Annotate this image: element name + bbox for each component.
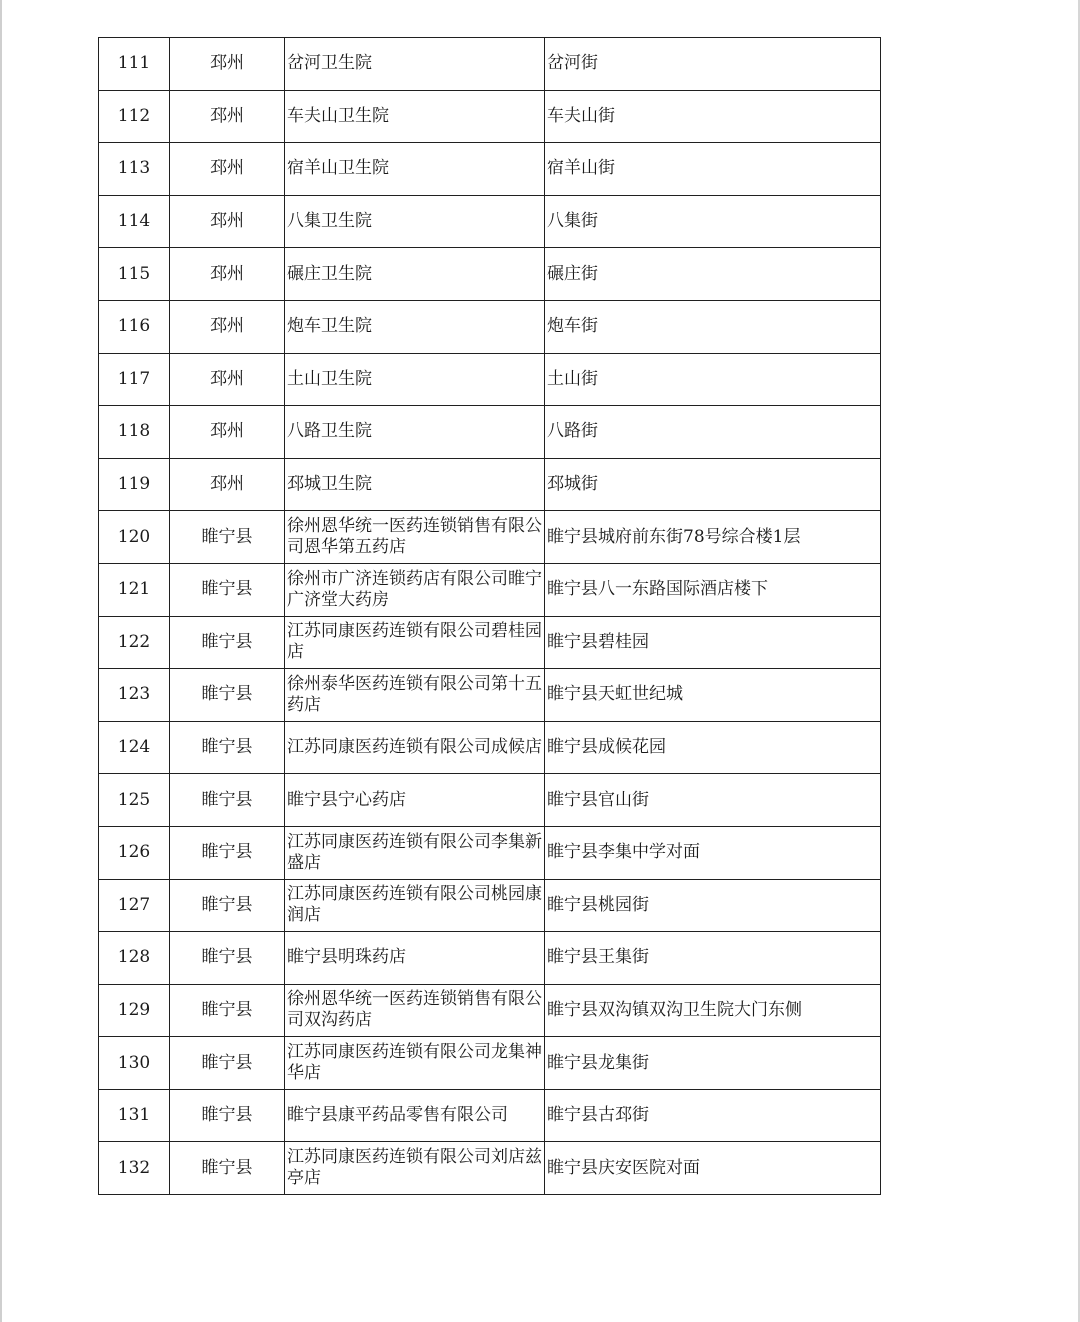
- row-address: 邳城街: [545, 458, 881, 511]
- row-number: 119: [99, 458, 170, 511]
- row-name: 徐州恩华统一医药连锁销售有限公司双沟药店: [285, 984, 545, 1037]
- row-name: 徐州泰华医药连锁有限公司第十五药店: [285, 669, 545, 722]
- row-address: 岔河街: [545, 38, 881, 91]
- row-area: 睢宁县: [170, 932, 285, 985]
- table-row: [99, 90, 881, 143]
- row-number: 115: [99, 248, 170, 301]
- row-number: 123: [99, 669, 170, 722]
- row-address: 碾庄街: [545, 248, 881, 301]
- table-row: [99, 563, 881, 616]
- row-number: 130: [99, 1037, 170, 1090]
- row-number: 114: [99, 195, 170, 248]
- row-name: 炮车卫生院: [285, 300, 545, 353]
- row-address: 睢宁县双沟镇双沟卫生院大门东侧: [545, 984, 881, 1037]
- table-row: [99, 932, 881, 985]
- row-name: 江苏同康医药连锁有限公司李集新盛店: [285, 826, 545, 879]
- row-number: 117: [99, 353, 170, 406]
- table-row: [99, 353, 881, 406]
- page-edge: [0, 0, 2, 1322]
- row-number: 125: [99, 774, 170, 827]
- row-area: 睢宁县: [170, 984, 285, 1037]
- row-name: 睢宁县明珠药店: [285, 932, 545, 985]
- row-area: 睢宁县: [170, 669, 285, 722]
- table-row: [99, 616, 881, 669]
- row-address: 炮车街: [545, 300, 881, 353]
- row-address: 睢宁县官山街: [545, 774, 881, 827]
- row-area: 睢宁县: [170, 563, 285, 616]
- row-area: 睢宁县: [170, 1037, 285, 1090]
- table-row: [99, 774, 881, 827]
- row-area: 睢宁县: [170, 721, 285, 774]
- row-address: 睢宁县李集中学对面: [545, 826, 881, 879]
- row-name: 江苏同康医药连锁有限公司刘店兹亭店: [285, 1142, 545, 1195]
- row-address: 睢宁县古邳街: [545, 1089, 881, 1142]
- row-name: 八集卫生院: [285, 195, 545, 248]
- row-name: 车夫山卫生院: [285, 90, 545, 143]
- row-area: 睢宁县: [170, 1089, 285, 1142]
- row-number: 120: [99, 511, 170, 564]
- row-area: 邳州: [170, 143, 285, 196]
- pharmacy-list-table: [98, 37, 881, 1195]
- table-row: [99, 143, 881, 196]
- row-number: 126: [99, 826, 170, 879]
- row-area: 邳州: [170, 248, 285, 301]
- table-row: [99, 38, 881, 91]
- row-address: 睢宁县八一东路国际酒店楼下: [545, 563, 881, 616]
- row-area: 邳州: [170, 458, 285, 511]
- row-number: 118: [99, 406, 170, 459]
- table-body: [99, 38, 881, 1195]
- row-number: 128: [99, 932, 170, 985]
- row-address: 睢宁县成候花园: [545, 721, 881, 774]
- row-area: 邳州: [170, 300, 285, 353]
- row-number: 112: [99, 90, 170, 143]
- table-row: [99, 1037, 881, 1090]
- row-name: 土山卫生院: [285, 353, 545, 406]
- row-address: 睢宁县城府前东街78号综合楼1层: [545, 511, 881, 564]
- row-name: 邳城卫生院: [285, 458, 545, 511]
- table-row: [99, 721, 881, 774]
- row-area: 睢宁县: [170, 826, 285, 879]
- row-number: 124: [99, 721, 170, 774]
- row-number: 122: [99, 616, 170, 669]
- row-name: 徐州恩华统一医药连锁销售有限公司恩华第五药店: [285, 511, 545, 564]
- row-address: 睢宁县天虹世纪城: [545, 669, 881, 722]
- row-name: 睢宁县宁心药店: [285, 774, 545, 827]
- row-name: 宿羊山卫生院: [285, 143, 545, 196]
- row-area: 邳州: [170, 353, 285, 406]
- table-row: [99, 406, 881, 459]
- row-address: 八集街: [545, 195, 881, 248]
- row-name: 江苏同康医药连锁有限公司桃园康润店: [285, 879, 545, 932]
- row-name: 睢宁县康平药品零售有限公司: [285, 1089, 545, 1142]
- row-name: 江苏同康医药连锁有限公司龙集神华店: [285, 1037, 545, 1090]
- row-area: 邳州: [170, 195, 285, 248]
- row-address: 睢宁县王集街: [545, 932, 881, 985]
- row-address: 八路街: [545, 406, 881, 459]
- row-name: 碾庄卫生院: [285, 248, 545, 301]
- table-row: [99, 879, 881, 932]
- row-number: 131: [99, 1089, 170, 1142]
- table-row: [99, 458, 881, 511]
- row-area: 睢宁县: [170, 616, 285, 669]
- table-row: [99, 1089, 881, 1142]
- row-area: 睢宁县: [170, 774, 285, 827]
- row-area: 睢宁县: [170, 1142, 285, 1195]
- row-area: 睢宁县: [170, 879, 285, 932]
- row-address: 车夫山街: [545, 90, 881, 143]
- row-name: 徐州市广济连锁药店有限公司睢宁广济堂大药房: [285, 563, 545, 616]
- row-number: 132: [99, 1142, 170, 1195]
- table-row: [99, 248, 881, 301]
- row-name: 八路卫生院: [285, 406, 545, 459]
- row-area: 邳州: [170, 38, 285, 91]
- row-name: 岔河卫生院: [285, 38, 545, 91]
- row-number: 113: [99, 143, 170, 196]
- row-address: 土山街: [545, 353, 881, 406]
- row-number: 121: [99, 563, 170, 616]
- row-address: 睢宁县桃园街: [545, 879, 881, 932]
- row-area: 邳州: [170, 90, 285, 143]
- row-number: 129: [99, 984, 170, 1037]
- row-name: 江苏同康医药连锁有限公司碧桂园店: [285, 616, 545, 669]
- table-row: [99, 1142, 881, 1195]
- row-number: 127: [99, 879, 170, 932]
- row-area: 睢宁县: [170, 511, 285, 564]
- row-name: 江苏同康医药连锁有限公司成候店: [285, 721, 545, 774]
- table-row: [99, 195, 881, 248]
- row-number: 116: [99, 300, 170, 353]
- row-number: 111: [99, 38, 170, 91]
- row-address: 宿羊山街: [545, 143, 881, 196]
- table-row: [99, 984, 881, 1037]
- table-row: [99, 300, 881, 353]
- row-area: 邳州: [170, 406, 285, 459]
- table-row: [99, 669, 881, 722]
- row-address: 睢宁县庆安医院对面: [545, 1142, 881, 1195]
- row-address: 睢宁县龙集街: [545, 1037, 881, 1090]
- row-address: 睢宁县碧桂园: [545, 616, 881, 669]
- table-row: [99, 511, 881, 564]
- table-row: [99, 826, 881, 879]
